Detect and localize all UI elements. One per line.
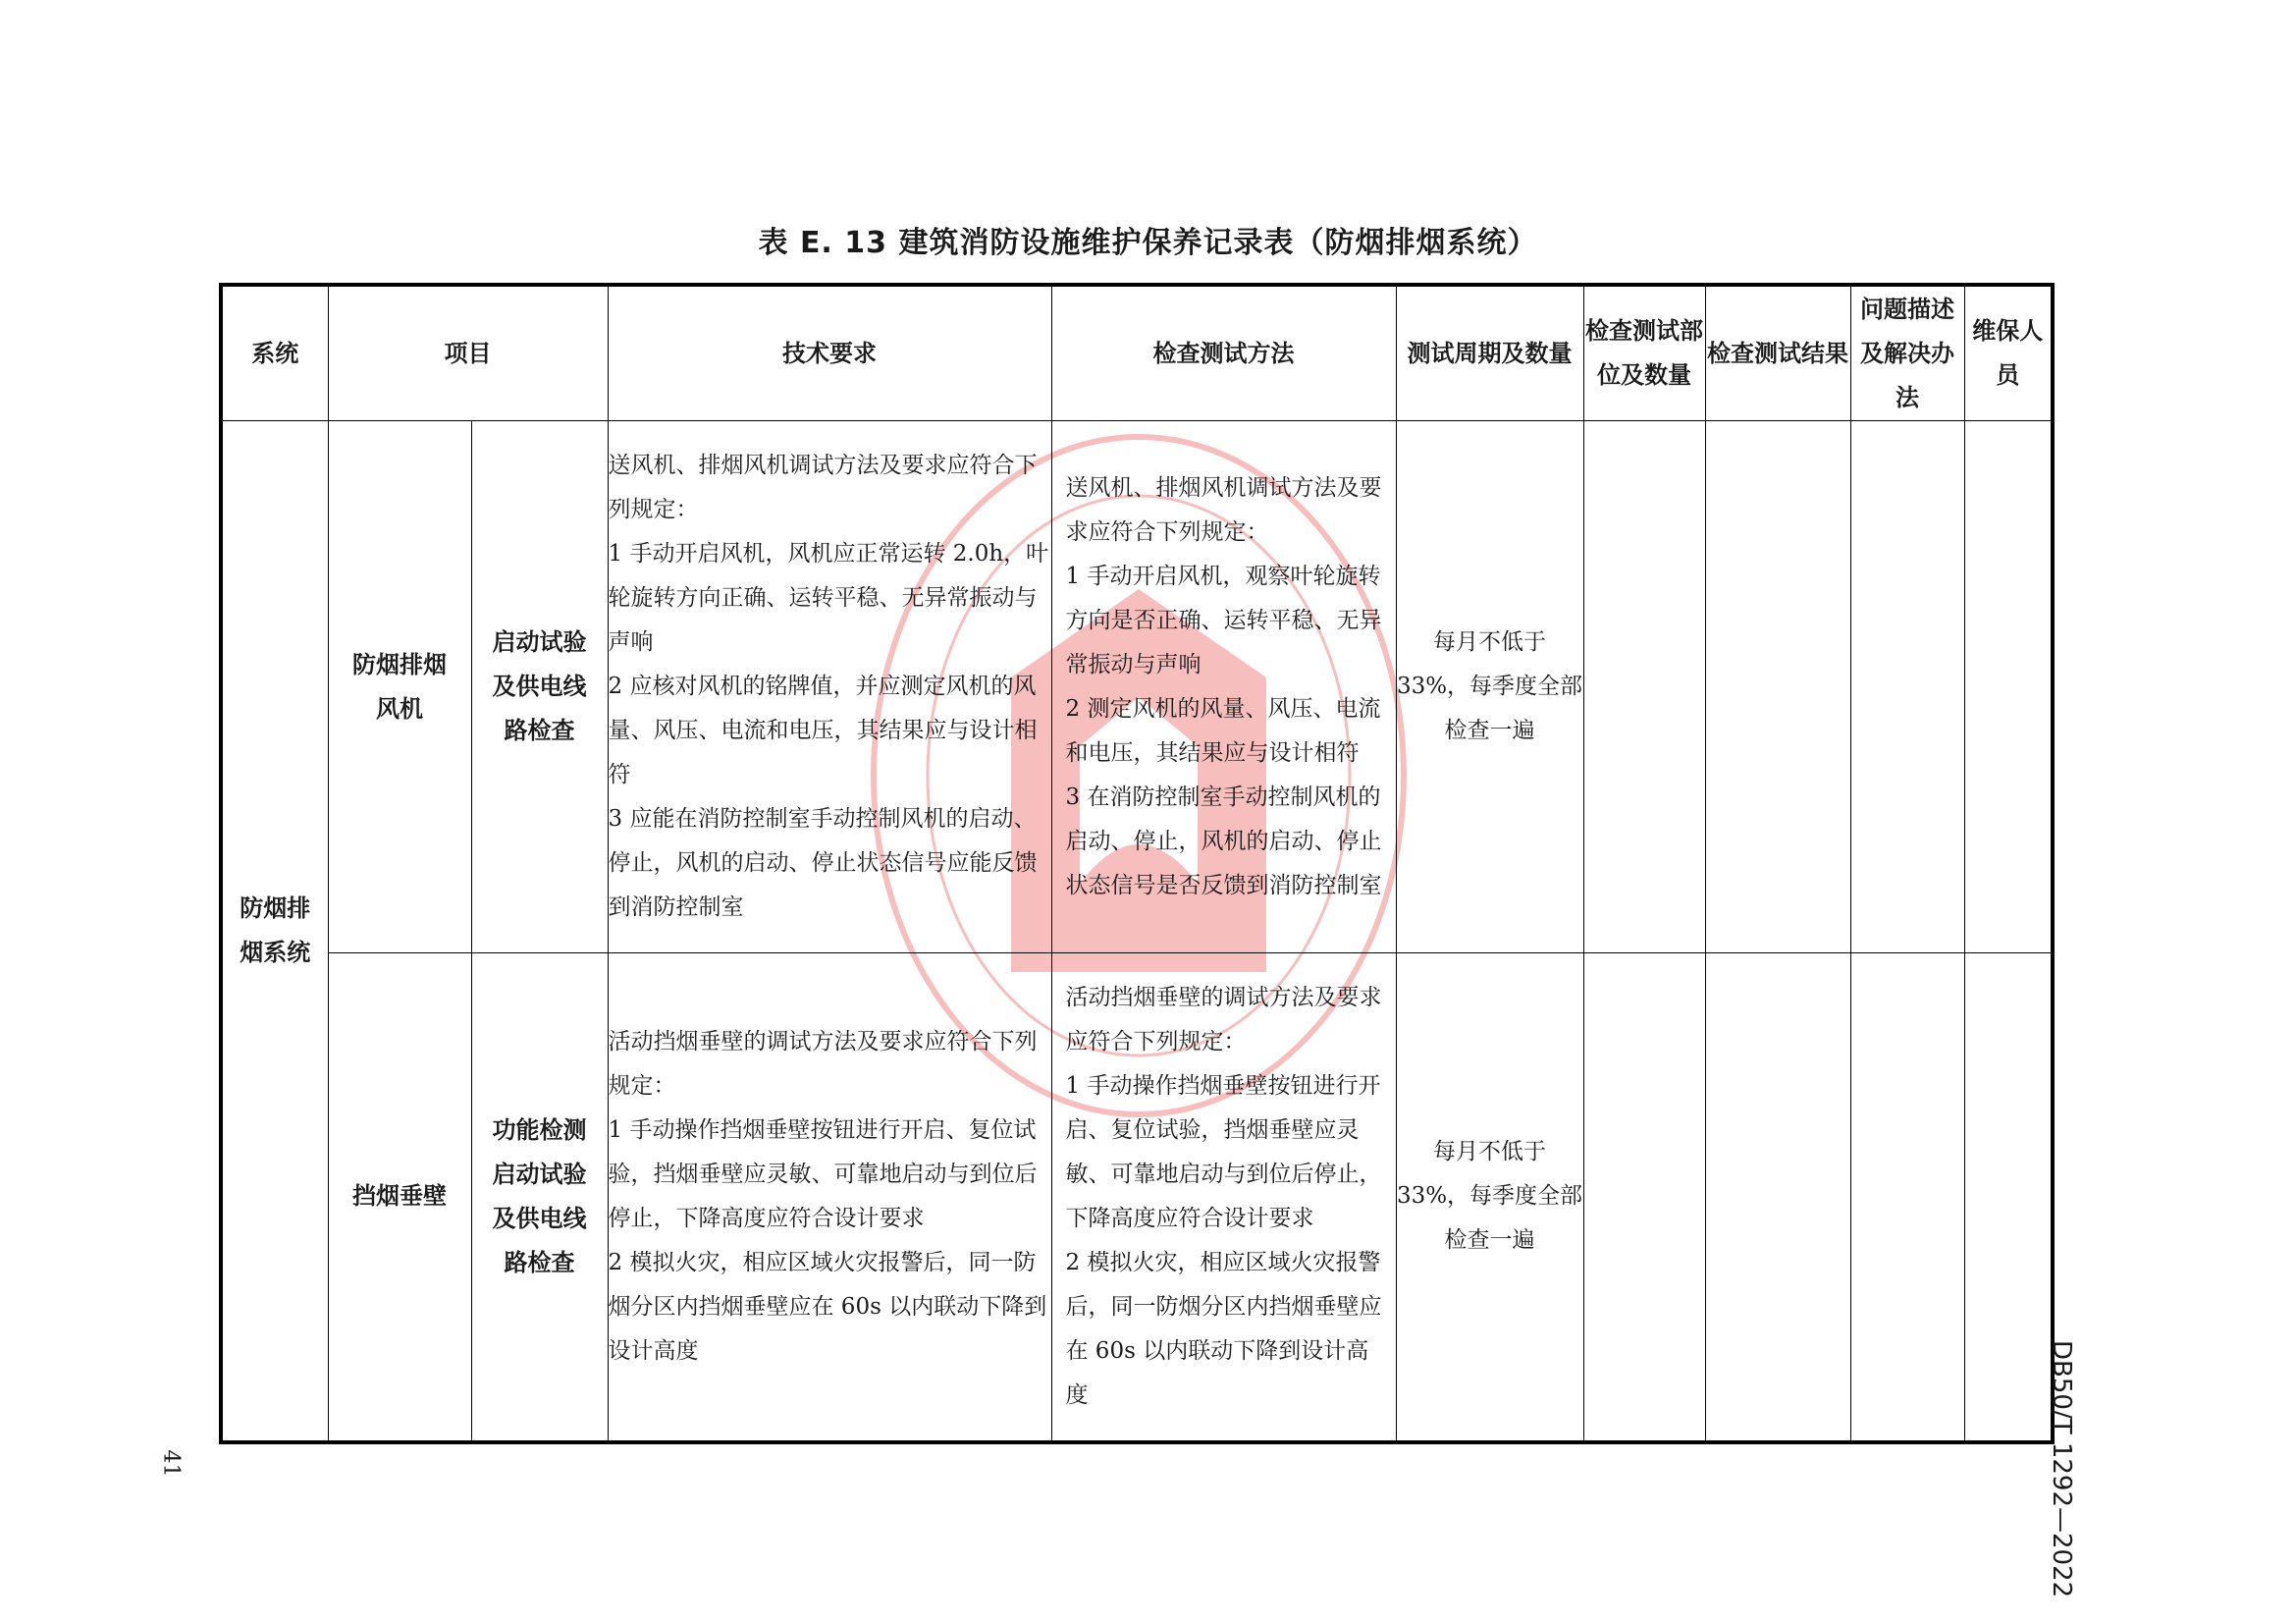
header-item: 项目 (328, 285, 608, 421)
inspection-result-cell[interactable] (1705, 953, 1850, 1442)
cycle-cell: 每月不低于 33%，每季度全部检查一遍 (1396, 421, 1583, 953)
page-number: 41 (158, 1449, 184, 1478)
inspection-part-cell[interactable] (1583, 421, 1705, 953)
header-row (221, 285, 2053, 421)
item-name: 挡烟垂壁 (328, 953, 471, 1442)
inspection-part-cell[interactable] (1583, 953, 1705, 1442)
method-line: 2 模拟火灾，相应区域火灾报警后，同一防烟分区内挡烟垂壁应在 60s 以内联动下降到设计高度 (1065, 1249, 1382, 1408)
requirement-line: 送风机、排烟风机调试方法及要求应符合下列规定： (608, 453, 1038, 522)
inspection-method-cell (1051, 421, 1396, 953)
requirement-line: 活动挡烟垂壁的调试方法及要求应符合下列规定： (608, 1028, 1038, 1099)
requirement-line: 1 手动操作挡烟垂壁按钮进行开启、复位试验，挡烟垂壁应灵敏、可靠地启动与到位后停止，下降高度应符合设计要求 (608, 1116, 1038, 1231)
header-tech-requirements: 技术要求 (608, 285, 1051, 421)
table-title: 表 E. 13 建筑消防设施维护保养记录表（防烟排烟系统） (758, 226, 1538, 260)
method-line: 1 手动操作挡烟垂壁按钮进行开启、复位试验，挡烟垂壁应灵敏、可靠地启动与到位后停止，下降高度应符合设计要求 (1065, 1072, 1382, 1231)
table-row (221, 953, 2053, 1442)
maintenance-record-table (219, 283, 2055, 1444)
method-line: 送风机、排烟风机调试方法及要求应符合下列规定： (1065, 474, 1382, 545)
header-system: 系统 (221, 285, 328, 421)
method-line: 1 手动开启风机，观察叶轮旋转方向是否正确、运转平稳、无异常振动与声响 (1065, 563, 1382, 677)
header-problem-solution: 问题描述及解决办法 (1850, 285, 1964, 421)
header-inspection-method: 检查测试方法 (1051, 285, 1396, 421)
item-name: 防烟排烟风机 (328, 421, 471, 953)
tech-requirements-cell (608, 953, 1051, 1442)
problem-solution-cell[interactable] (1850, 421, 1964, 953)
requirement-line: 2 模拟火灾，相应区域火灾报警后，同一防烟分区内挡烟垂壁应在 60s 以内联动下降到设计高度 (608, 1249, 1047, 1364)
system-name: 防烟排烟系统 (221, 421, 328, 1442)
requirement-line: 3 应能在消防控制室手动控制风机的启动、停止，风机的启动、停止状态信号应能反馈到消防控制室 (608, 806, 1038, 920)
requirement-line: 2 应核对风机的铭牌值，并应测定风机的风量、风压、电流和电压，其结果应与设计相符 (608, 674, 1038, 787)
requirement-line: 1 手动开启风机，风机应正常运转 2.0h，叶轮旋转方向正确、运转平稳、无异常振动与声响 (608, 541, 1049, 655)
maintainer-cell[interactable] (1964, 421, 2053, 953)
inspection-result-cell[interactable] (1705, 421, 1850, 953)
method-line: 2 测定风机的风量、风压、电流和电压，其结果应与设计相符 (1065, 695, 1381, 766)
table-row (221, 421, 2053, 953)
method-line: 活动挡烟垂壁的调试方法及要求应符合下列规定： (1065, 984, 1382, 1055)
tech-requirements-cell (608, 421, 1051, 953)
cycle-cell: 每月不低于 33%，每季度全部检查一遍 (1396, 953, 1583, 1442)
header-inspection-part: 检查测试部位及数量 (1583, 285, 1705, 421)
inspection-method-cell (1051, 953, 1396, 1442)
header-maintainer: 维保人员 (1964, 285, 2053, 421)
problem-solution-cell[interactable] (1850, 953, 1964, 1442)
sub-item-name: 启动试验及供电线路检查 (471, 421, 608, 953)
header-cycle: 测试周期及数量 (1396, 285, 1583, 421)
maintainer-cell[interactable] (1964, 953, 2053, 1442)
method-line: 3 在消防控制室手动控制风机的启动、停止，风机的启动、停止状态信号是否反馈到消防控制室 (1065, 784, 1382, 898)
document-code: DB50/T 1292—2022 (2047, 1340, 2076, 1598)
header-inspection-result: 检查测试结果 (1705, 285, 1850, 421)
sub-item-name: 功能检测启动试验及供电线路检查 (471, 953, 608, 1442)
